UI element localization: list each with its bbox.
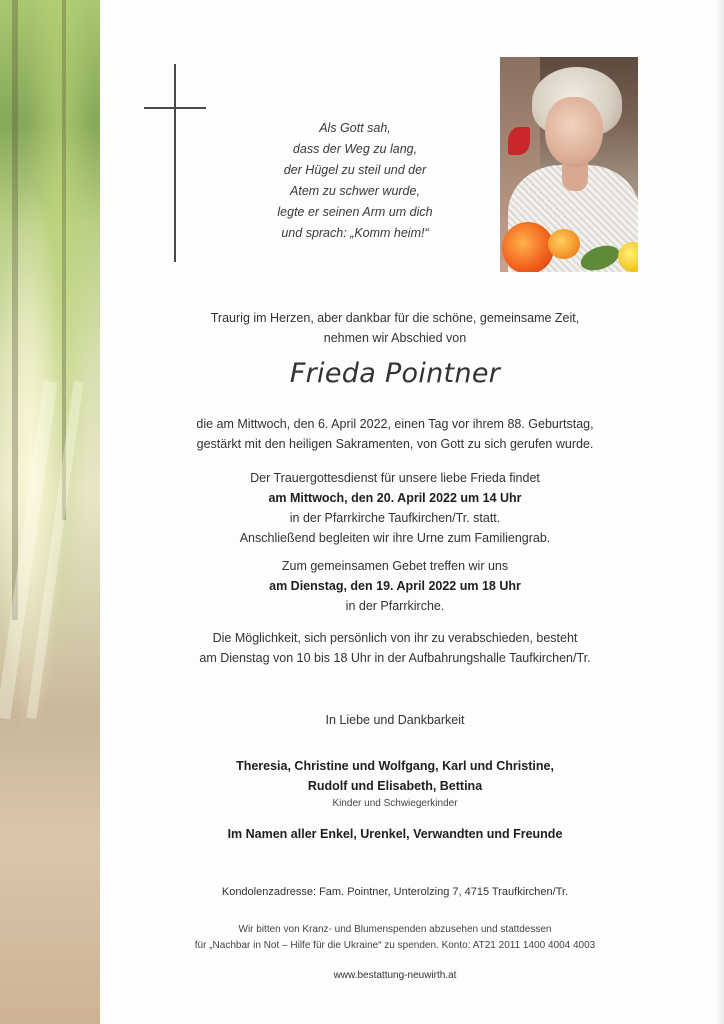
cross-icon-bar <box>144 107 206 109</box>
service-info <box>150 468 640 548</box>
tree-trunk <box>12 0 18 620</box>
prayer-datetime: am Dienstag, den 19. April 2022 um 18 Uhr <box>269 579 521 593</box>
service-line: Anschließend begleiten wir ihre Urne zum Familiengrab. <box>239 531 551 545</box>
death-line: gestärkt mit den heiligen Sakramenten, von Gott zu sich gerufen wurde. <box>196 437 594 451</box>
poem-line: dass der Weg zu lang, <box>292 142 418 156</box>
service-line: in der Pfarrkirche Taufkirchen/Tr. statt. <box>289 511 501 525</box>
service-datetime: am Mittwoch, den 20. April 2022 um 14 Uhr <box>268 491 522 505</box>
family-list <box>150 756 640 812</box>
prayer-line: in der Pfarrkirche. <box>345 599 445 613</box>
forest-image-strip <box>0 0 100 1024</box>
poem <box>240 118 470 244</box>
service-line: Der Trauergottesdienst für unsere liebe Frieda findet <box>250 471 540 485</box>
closing-text: In Liebe und Dankbarkeit <box>325 713 465 727</box>
family-others: Im Namen aller Enkel, Urenkel, Verwandten und Freunde <box>227 827 563 841</box>
cross-icon <box>174 64 176 262</box>
donation-info <box>150 922 640 954</box>
poem-line: der Hügel zu steil und der <box>283 163 427 177</box>
prayer-info <box>150 556 640 616</box>
donation-line: Wir bitten von Kranz- und Blumenspenden abzusehen und stattdessen <box>238 924 552 935</box>
family-line: Rudolf und Elisabeth, Bettina <box>307 779 483 793</box>
farewell-info <box>150 628 640 668</box>
intro-line: Traurig im Herzen, aber dankbar für die schöne, gemeinsame Zeit, <box>210 311 580 325</box>
donation-line: für „Nachbar in Not – Hilfe für die Ukraine“ zu spenden. Konto: AT21 2011 1400 4004 4003 <box>194 940 596 951</box>
death-line: die am Mittwoch, den 6. April 2022, einen Tag vor ihrem 88. Geburtstag, <box>196 417 594 431</box>
page-edge <box>716 0 724 1024</box>
farewell-line: am Dienstag von 10 bis 18 Uhr in der Aufbahrungshalle Taufkirchen/Tr. <box>199 651 591 665</box>
farewell-line: Die Möglichkeit, sich persönlich von ihr zu verabschieden, besteht <box>212 631 578 645</box>
intro-line: nehmen wir Abschied von <box>323 331 467 345</box>
light-ray <box>26 381 83 719</box>
poem-line: legte er seinen Arm um dich <box>277 205 433 219</box>
family-relation: Kinder und Schwiegerkinder <box>332 798 458 809</box>
deceased-name: Frieda Pointner <box>289 358 501 389</box>
family-line: Theresia, Christine und Wolfgang, Karl und Christine, <box>236 759 554 773</box>
poem-line: und sprach: „Komm heim!“ <box>281 226 429 240</box>
condolence-address: Kondolenzadresse: Fam. Pointner, Unterolzing 7, 4715 Traufkirchen/Tr. <box>221 886 569 898</box>
poem-line: Atem zu schwer wurde, <box>290 184 420 198</box>
poem-line: Als Gott sah, <box>319 121 391 135</box>
website-link[interactable]: www.bestattung-neuwirth.at <box>333 970 457 981</box>
portrait-photo <box>500 57 638 272</box>
prayer-line: Zum gemeinsamen Gebet treffen wir uns <box>281 559 509 573</box>
death-notice <box>150 414 640 454</box>
intro-text <box>150 308 640 348</box>
